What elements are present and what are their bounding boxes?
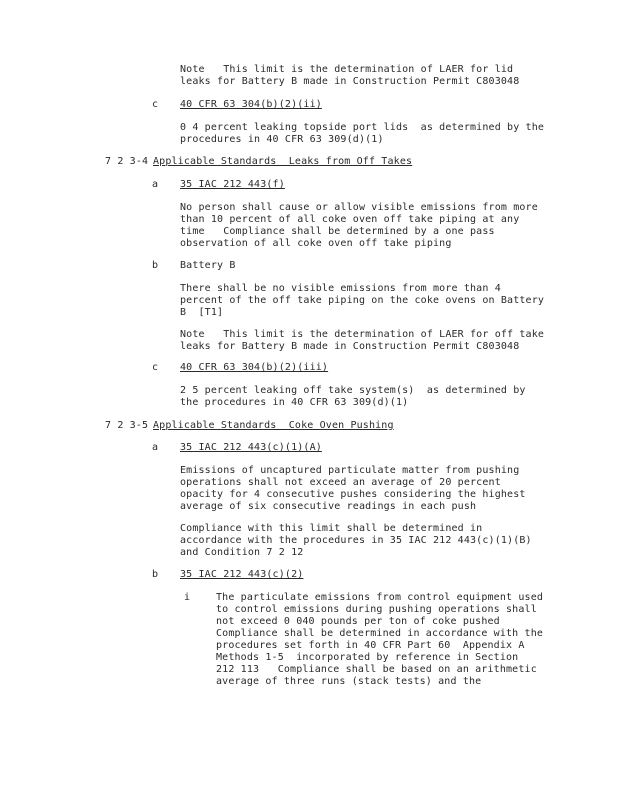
item-text-line: Methods 1-5 incorporated by reference in Section xyxy=(216,652,519,663)
item-text-line: operations shall not exceed an average of 20 percent xyxy=(180,477,501,488)
note-line: Note This limit is the determination of LAER for lid xyxy=(180,64,514,75)
section-heading: Applicable Standards Coke Oven Pushing xyxy=(153,420,394,431)
item-text-line: No person shall cause or allow visible emissions from more xyxy=(180,202,538,213)
item-text-line: percent of the off take piping on the coke ovens on Battery xyxy=(180,295,545,306)
item-text-line: procedures in 40 CFR 63 309(d)(1) xyxy=(180,134,384,145)
note-line: leaks for Battery B made in Construction Permit C803048 xyxy=(180,76,520,87)
item-text-line: not exceed 0 040 pounds per ton of coke pushed xyxy=(216,616,500,627)
item-text-line: than 10 percent of all coke oven off take piping at any xyxy=(180,214,520,225)
note-line: leaks for Battery B made in Construction Permit C803048 xyxy=(180,341,520,352)
section-number: 7 2 3-5 xyxy=(105,420,149,431)
section-number: 7 2 3-4 xyxy=(105,156,149,167)
item-text-line: to control emissions during pushing operations shall xyxy=(216,604,537,615)
sub-item-letter: i xyxy=(184,592,191,603)
item-text-line: procedures set forth in 40 CFR Part 60 Appendix A xyxy=(216,640,525,651)
item-text-line: time Compliance shall be determined by a one pass xyxy=(180,226,495,237)
item-text-line: 0 4 percent leaking topside port lids as determined by the xyxy=(180,122,545,133)
item-letter: c xyxy=(152,362,159,373)
item-citation: 35 IAC 212 443(c)(1)(A) xyxy=(180,442,322,453)
item-text-line: the procedures in 40 CFR 63 309(d)(1) xyxy=(180,397,409,408)
item-text-line: accordance with the procedures in 35 IAC 212 443(c)(1)(B) xyxy=(180,535,532,546)
item-text-line: Emissions of uncaptured particulate matter from pushing xyxy=(180,465,520,476)
item-letter: c xyxy=(152,99,159,110)
item-text-line: The particulate emissions from control equipment used xyxy=(216,592,544,603)
item-text-line: observation of all coke oven off take piping xyxy=(180,238,452,249)
item-text-line: 212 113 Compliance shall be based on an arithmetic xyxy=(216,664,537,675)
item-text-line: Compliance shall be determined in accordance with the xyxy=(216,628,544,639)
note-line: Note This limit is the determination of LAER for off take xyxy=(180,329,545,340)
item-text-line: B [T1] xyxy=(180,307,224,318)
item-text-line: There shall be no visible emissions from more than 4 xyxy=(180,283,501,294)
item-text-line: average of six consecutive readings in each push xyxy=(180,501,477,512)
item-text-line: and Condition 7 2 12 xyxy=(180,547,304,558)
section-heading: Applicable Standards Leaks from Off Takes xyxy=(153,156,413,167)
item-letter: b xyxy=(152,260,159,271)
item-title: Battery B xyxy=(180,260,236,271)
item-citation: 40 CFR 63 304(b)(2)(ii) xyxy=(180,99,322,110)
item-text-line: 2 5 percent leaking off take system(s) as determined by xyxy=(180,385,526,396)
item-text-line: opacity for 4 consecutive pushes considering the highest xyxy=(180,489,526,500)
item-text-line: average of three runs (stack tests) and the xyxy=(216,676,482,687)
item-text-line: Compliance with this limit shall be determined in xyxy=(180,523,483,534)
item-citation: 40 CFR 63 304(b)(2)(iii) xyxy=(180,362,329,373)
item-citation: 35 IAC 212 443(c)(2) xyxy=(180,569,304,580)
item-letter: a xyxy=(152,442,159,453)
item-letter: a xyxy=(152,179,159,190)
item-letter: b xyxy=(152,569,159,580)
item-citation: 35 IAC 212 443(f) xyxy=(180,179,285,190)
